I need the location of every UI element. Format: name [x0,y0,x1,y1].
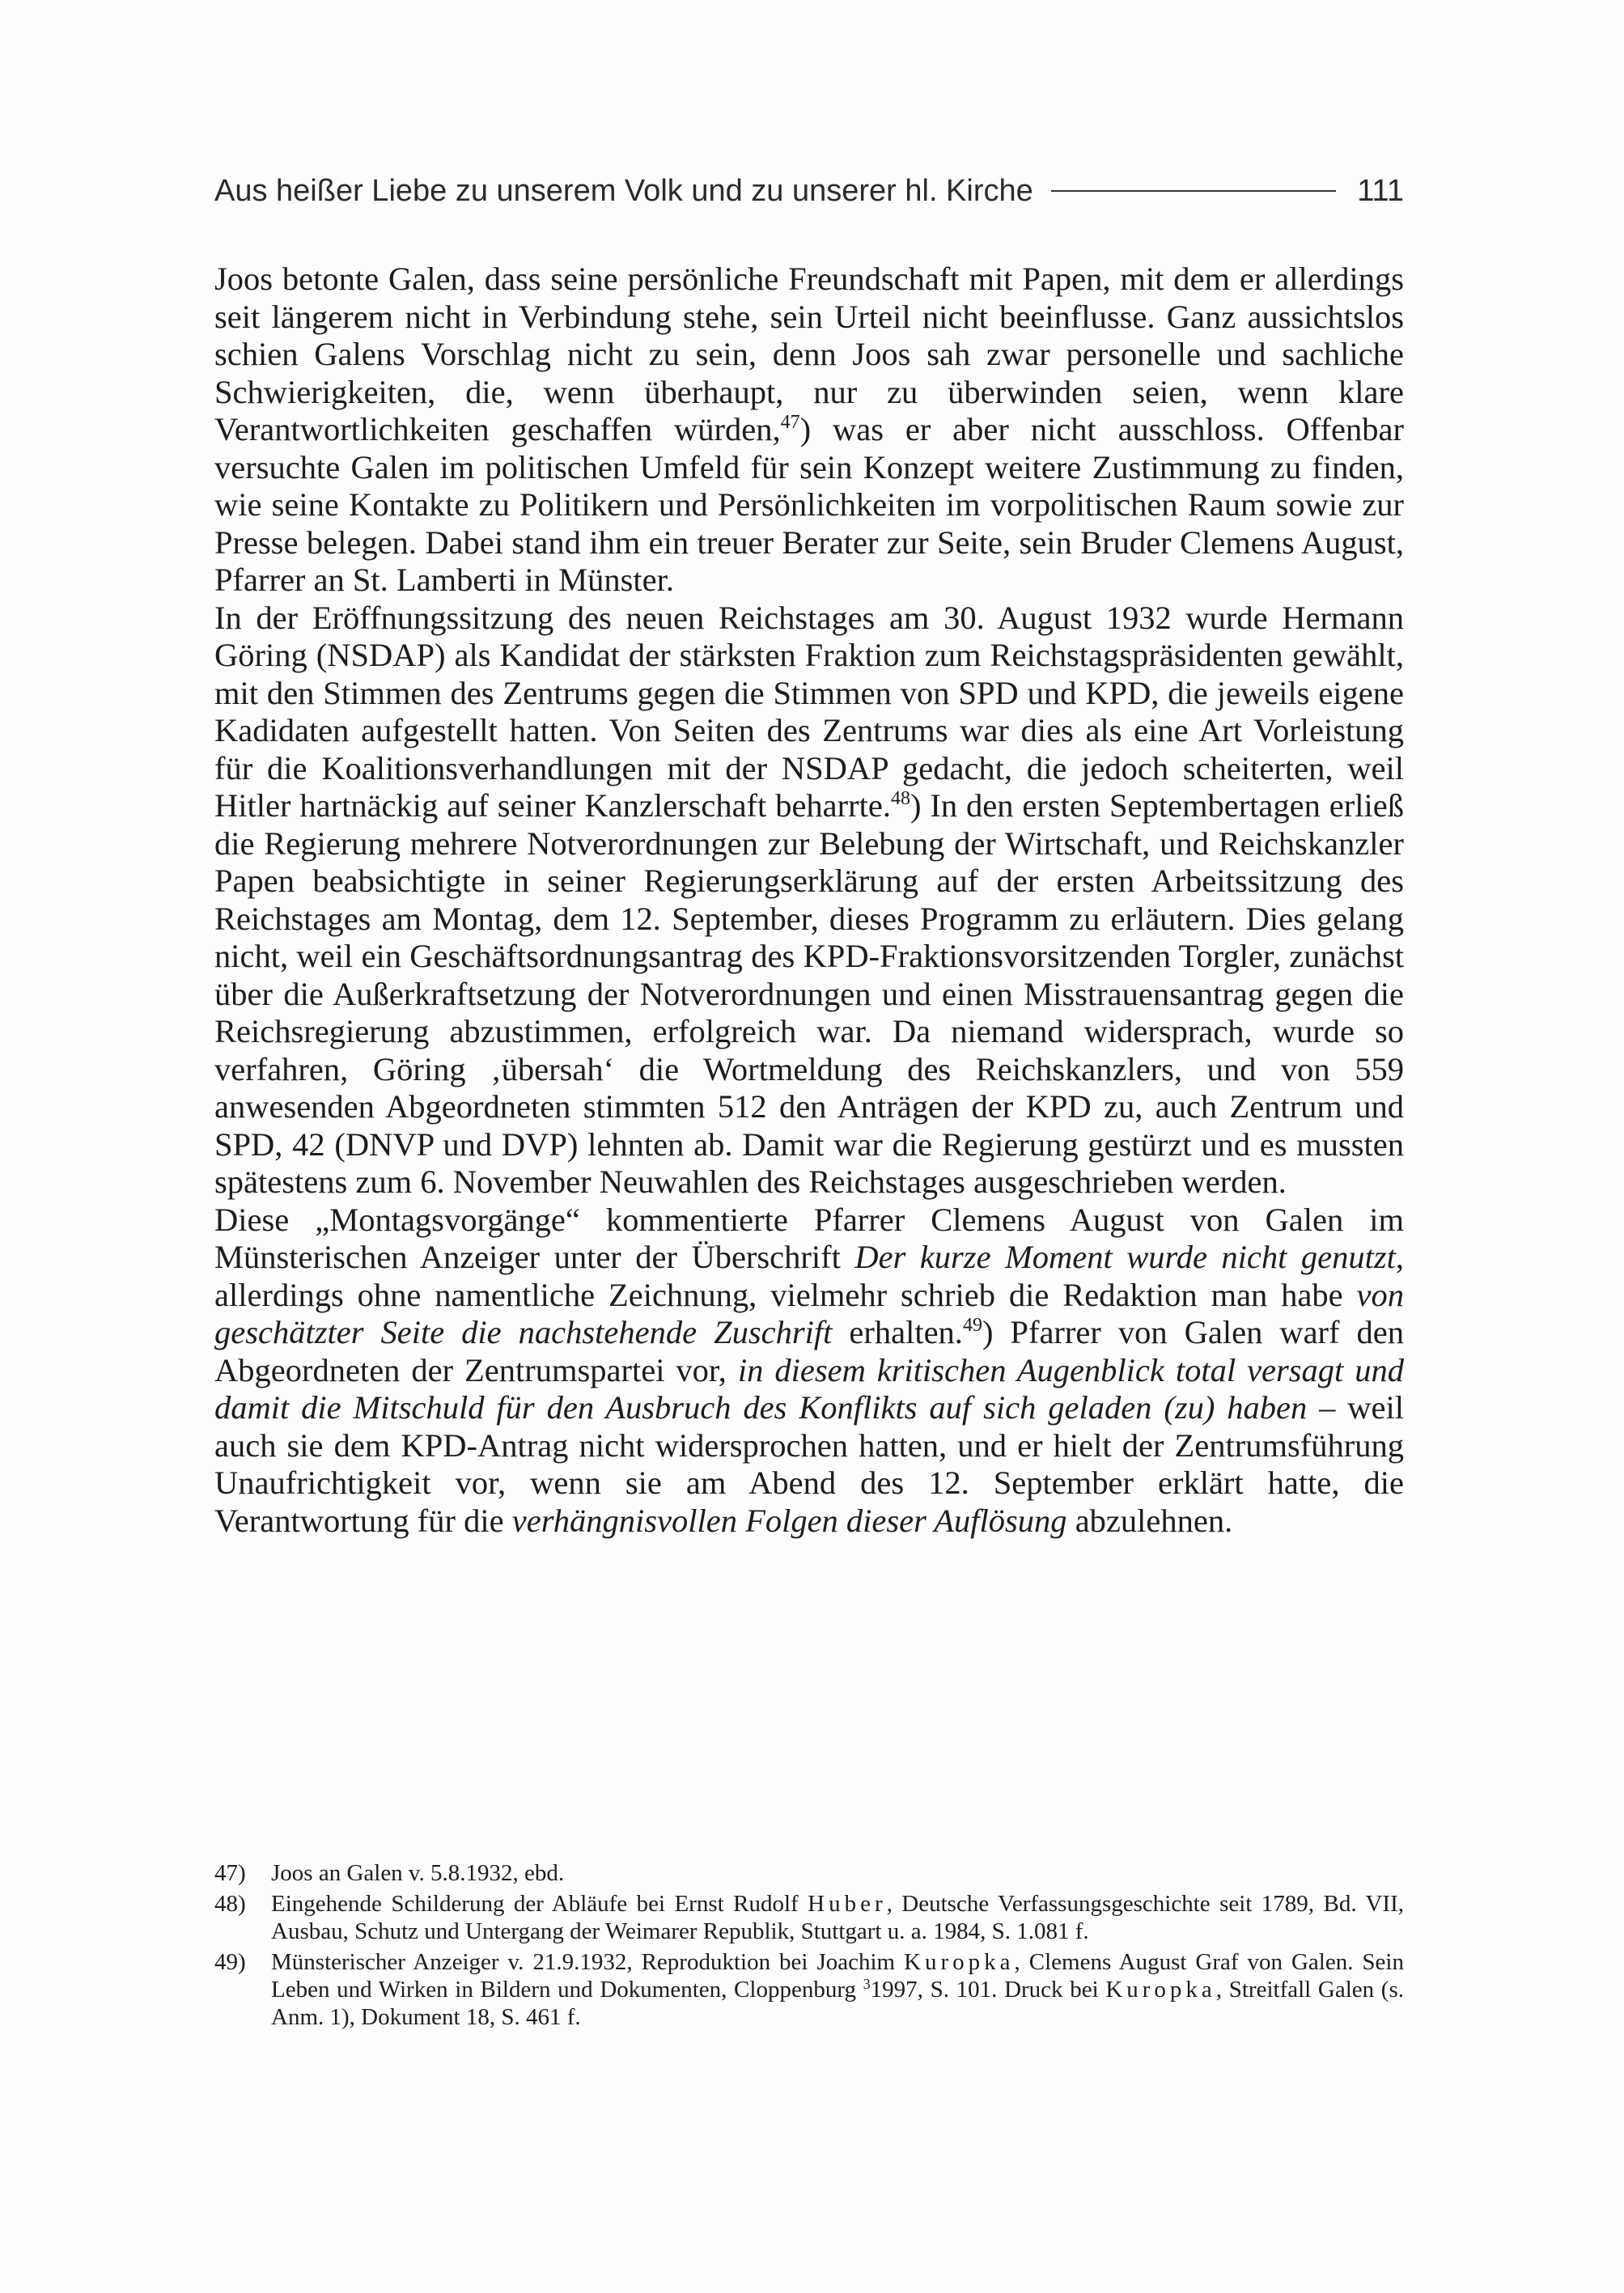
quoted-phrase: verhängnisvollen Folgen dieser Auflösung [511,1502,1067,1539]
text-segment: Diese „Montagsvorgänge“ kommentierte Pfarrer Clemens August von Galen im Münsterischen Anzeiger unter der Überschrift [214,1201,1404,1275]
footnote-text [271,1890,1404,1945]
page-number: 111 [1357,173,1404,208]
running-head-rule [1051,190,1336,192]
footnote-number: 48) [214,1891,246,1917]
author-name: Kuropka [904,1949,1015,1975]
footnote-48 [214,1890,1404,1945]
paragraph-3 [214,1202,1404,1541]
paragraph-1 [214,261,1404,600]
footnote-47 [214,1859,1404,1887]
footnote-text [271,1948,1404,2031]
text-segment: Joos betonte Galen, dass seine persönliche Freundschaft mit Papen, mit dem er allerdings seit längerem nicht in Verbindung stehe, sein Urteil nicht beeinflusse. Ganz aussichtslos schien Galens Vorschlag nicht zu sein, denn Joos sah zwar personelle und sachliche Schwierigkeiten, die, wenn überhaupt, nur zu überwinden seien, wenn klare Verantwortlichkeiten geschaffen würden, [214,261,1404,447]
footnote-number: 49) [214,1949,246,1975]
quoted-headline: Der kurze Moment wurde nicht genutzt [854,1239,1396,1275]
author-name: Kuropka [1105,1977,1216,2003]
footnote-ref-47: 47 [780,412,800,433]
text-segment: 1997, S. 101. Druck bei [870,1977,1106,2003]
text-segment: abzulehnen. [1066,1502,1233,1539]
text-segment: – weil auch sie dem KPD-Antrag nicht widersprochen hatten, und er hielt der Zentrumsführung Unaufrichtigkeit vor, wenn sie am Abend des 12. September erklärt hatte, die Verantwortung für die [214,1389,1405,1539]
text-segment: Eingehende Schilderung der Abläufe bei Ernst Rudolf [271,1891,808,1917]
text-segment: , Deutsche Verfassungsgeschichte seit 1789, Bd. VII, Ausbau, Schutz und Untergang der Weimarer Republik, Stuttgart u. a. 1984, S. 1.081 f. [271,1891,1404,1944]
quoted-phrase: in diesem kritischen Augenblick total versagt und damit die Mitschuld für den Ausbruch des Konflikts auf sich geladen (zu) haben [214,1351,1405,1426]
running-head-title: Aus heißer Liebe zu unserem Volk und zu unserer hl. Kirche [214,173,1033,208]
footnotes [214,1859,1404,2034]
footnote-text: Joos an Galen v. 5.8.1932, ebd. [271,1860,565,1886]
author-name: Huber [808,1891,887,1917]
edition-superscript: 3 [863,1976,871,1992]
text-segment: , Streitfall Galen (s. Anm. 1), Dokument 18, S. 461 f. [271,1977,1405,2030]
main-text [214,261,1404,1540]
text-segment: ) Pfarrer von Galen warf den Abgeordneten der Zentrumspartei vor, [214,1314,1404,1388]
text-segment: In der Eröffnungssitzung des neuen Reichstages am 30. August 1932 wurde Hermann Göring (NSDAP) als Kandidat der stärksten Fraktion zum Reichstagspräsidenten gewählt, mit den Stimmen des Zentrums gegen die Stimmen von SPD und KPD, die jeweils eigene Kadidaten aufgestellt hatten. Von Seiten des Zentrums war dies als eine Art Vorleistung für die Koalitionsverhandlungen mit der NSDAP gedacht, die jedoch scheiterten, weil Hitler hartnäckig auf seiner Kanzlerschaft beharrte. [214,599,1404,824]
text-segment: ) was er aber nicht ausschloss. Offenbar versuchte Galen im politischen Umfeld für sein Konzept weitere Zustimmung zu finden, wie seine Kontakte zu Politikern und Persönlichkeiten im vorpolitischen Raum sowie zur Presse belegen. Dabei stand ihm ein treuer Berater zur Seite, sein Bruder Clemens August, Pfarrer an St. Lamberti in Münster. [214,411,1404,598]
text-segment: Münsterischer Anzeiger v. 21.9.1932, Reproduktion bei Joachim [271,1949,905,1975]
running-head [214,167,1404,215]
quoted-phrase: von geschätzter Seite die nachstehende Zuschrift [214,1276,1404,1350]
text-segment: , allerdings ohne namentliche Zeichnung, vielmehr schrieb die Redaktion man habe [214,1239,1404,1313]
text-segment: erhalten. [832,1314,963,1350]
footnote-number: 47) [214,1860,246,1886]
paragraph-2 [214,600,1404,1202]
footnote-49 [214,1948,1404,2031]
footnote-ref-48: 48 [890,788,910,809]
text-segment: ) In den ersten Septembertagen erließ die Regierung mehrere Notverordnungen zur Belebung der Wirtschaft, und Reichskanzler Papen beabsichtigte in seiner Regierungserklärung auf der ersten Arbeitssitzung des Reichstages am Montag, dem 12. September, dieses Programm zu erläutern. Dies gelang nicht, weil ein Geschäftsordnungsantrag des KPD-Fraktionsvorsitzenden Torgler, zunächst über die Außerkraftsetzung der Notverordnungen und einen Misstrauensantrag gegen die Reichsregierung abzustimmen, erfolgreich war. Da niemand widersprach, wurde so verfahren, Göring ‚übersah‘ die Wortmeldung des Reichskanzlers, und von 559 anwesenden Abgeordneten stimmten 512 den Anträgen der KPD zu, auch Zentrum und SPD, 42 (DNVP und DVP) lehnten ab. Damit war die Regierung gestürzt und es mussten spätestens zum 6. November Neuwahlen des Reichstages ausgeschrieben werden. [214,787,1404,1200]
text-segment: , Clemens August Graf von Galen. Sein Leben und Wirken in Bildern und Dokumenten, Cloppenburg [271,1949,1404,2003]
footnote-ref-49: 49 [962,1315,982,1336]
